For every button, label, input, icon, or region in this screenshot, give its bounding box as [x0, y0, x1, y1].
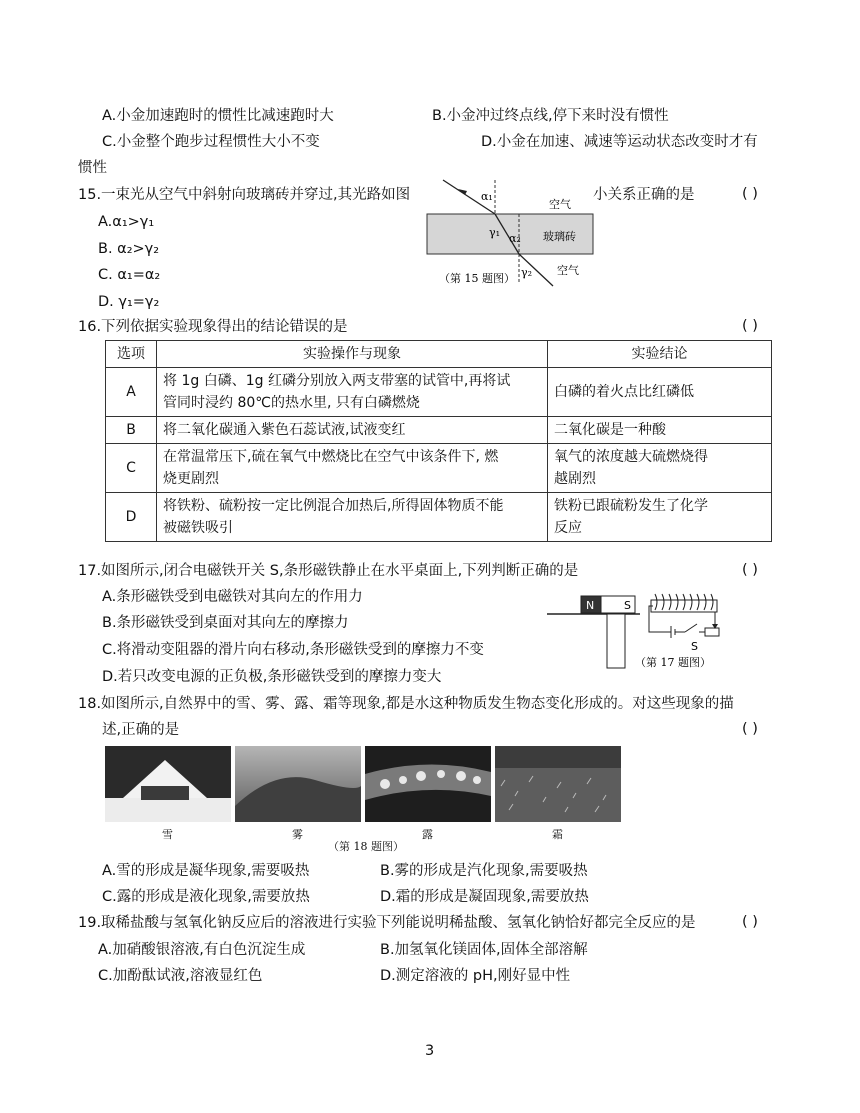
q15-option-b: B. α₂>γ₂ [98, 241, 160, 257]
table-header-row [106, 341, 772, 368]
row-option: D [106, 493, 157, 542]
header-operation: 实验操作与现象 [157, 341, 548, 368]
q17-option-c: C.将滑动变阻器的滑片向右移动,条形磁铁受到的摩擦力不变 [102, 642, 484, 658]
row-operation: 在常温常压下,硫在氧气中燃烧比在空气中该条件下, 燃 烧更剧烈 [157, 444, 548, 493]
q17-stem: 17.如图所示,闭合电磁铁开关 S,条形磁铁静止在水平桌面上,下列判断正确的是 [78, 563, 579, 579]
q18-answer-paren: ( ) [742, 721, 758, 737]
photo-dew [365, 746, 491, 822]
q18-stem-line2: 述,正确的是 [102, 722, 180, 738]
row-operation: 将 1g 白磷、1g 红磷分别放入两支带塞的试管中,再将试 管同时浸约 80℃的热水里, 只有白磷燃烧 [157, 368, 548, 417]
q18-option-b: B.雾的形成是汽化现象,需要吸热 [380, 863, 588, 879]
q19-option-b: B.加氢氧化镁固体,固体全部溶解 [380, 942, 588, 958]
q15-answer-paren: ( ) [742, 186, 758, 202]
q19-option-d: D.测定溶液的 pH,刚好显中性 [380, 968, 571, 984]
label-alpha1: α₁ [481, 190, 493, 203]
row-conclusion: 白磷的着火点比红磷低 [548, 368, 772, 417]
table-row [106, 417, 772, 444]
q14-option-a: A.小金加速跑时的惯性比减速跑时大 [102, 108, 334, 124]
row-operation: 将二氧化碳通入紫色石蕊试液,试液变红 [157, 417, 548, 444]
q15-option-d: D. γ₁=γ₂ [98, 294, 160, 310]
q14-option-d: D.小金在加速、减速等运动状态改变时才有 [481, 134, 758, 150]
q17-figure-caption: （第 17 题图） [635, 656, 711, 669]
table-row [106, 444, 772, 493]
table-leg [607, 614, 625, 668]
photo-label: 雪 [162, 828, 173, 841]
table-row [106, 368, 772, 417]
q17-option-b: B.条形磁铁受到桌面对其向左的摩擦力 [102, 615, 349, 631]
q16-experiment-table [105, 340, 772, 542]
label-switch: S [691, 640, 698, 653]
q18-option-a: A.雪的形成是凝华现象,需要吸热 [102, 863, 310, 879]
q19-stem: 19.取稀盐酸与氢氧化钠反应后的溶液进行实验下列能说明稀盐酸、氢氧化钠恰好都完全反应的是 [78, 915, 696, 931]
q19-option-a: A.加硝酸银溶液,有白色沉淀生成 [98, 942, 306, 958]
q15-stem-tail: 小关系正确的是 [593, 187, 695, 203]
label-air-top: 空气 [549, 198, 571, 211]
q17-electromagnet-figure [545, 588, 730, 670]
q14-option-d-cont: 惯性 [78, 160, 107, 176]
row-conclusion: 二氧化碳是一种酸 [548, 417, 772, 444]
q17-option-a: A.条形磁铁受到电磁铁对其向左的作用力 [102, 589, 363, 605]
label-gamma1: γ₁ [489, 226, 500, 239]
row-conclusion: 氧气的浓度越大硫燃烧得 越剧烈 [548, 444, 772, 493]
label-n: N [586, 599, 595, 612]
photo-label: 露 [422, 828, 433, 841]
row-operation: 将铁粉、硫粉按一定比例混合加热后,所得固体物质不能 被磁铁吸引 [157, 493, 548, 542]
label-alpha2: α₂ [509, 232, 521, 245]
q15-option-c: C. α₁=α₂ [98, 267, 161, 283]
row-conclusion: 铁粉已跟硫粉发生了化学 反应 [548, 493, 772, 542]
q19-answer-paren: ( ) [742, 914, 758, 930]
q19-option-c: C.加酚酞试液,溶液显红色 [98, 968, 263, 984]
q18-option-c: C.露的形成是液化现象,需要放热 [102, 889, 310, 905]
row-option: B [106, 417, 157, 444]
table-row [106, 493, 772, 542]
page-number: 3 [425, 1043, 435, 1059]
q18-stem-line1: 18.如图所示,自然界中的雪、雾、露、霜等现象,都是水这种物质发生物态变化形成的。对这些现象的描 [78, 696, 734, 712]
q18-option-d: D.霜的形成是凝固现象,需要放热 [380, 889, 589, 905]
header-conclusion: 实验结论 [548, 341, 772, 368]
switch-blade [685, 624, 697, 632]
photo-label: 雾 [292, 828, 303, 841]
row-option: C [106, 444, 157, 493]
q15-option-a: A.α₁>γ₁ [98, 214, 155, 230]
q16-stem: 16.下列依据实验现象得出的结论错误的是 [78, 319, 348, 335]
q17-option-d: D.若只改变电源的正负极,条形磁铁受到的摩擦力变大 [102, 669, 442, 685]
photo-snow [105, 746, 231, 822]
label-gamma2: γ₂ [521, 266, 532, 279]
label-air-bottom: 空气 [557, 264, 579, 277]
q14-option-b: B.小金冲过终点线,停下来时没有惯性 [432, 108, 669, 124]
q17-answer-paren: ( ) [742, 562, 758, 578]
label-s: S [624, 599, 631, 612]
photo-fog [235, 746, 361, 822]
q16-answer-paren: ( ) [742, 318, 758, 334]
header-option: 选项 [106, 341, 157, 368]
q14-option-c: C.小金整个跑步过程惯性大小不变 [102, 134, 320, 150]
photo-frost [495, 746, 621, 822]
row-option: A [106, 368, 157, 417]
label-glass: 玻璃砖 [543, 230, 576, 243]
q15-stem: 15.一束光从空气中斜射向玻璃砖并穿过,其光路如图 [78, 187, 411, 203]
rheostat [705, 628, 719, 636]
q18-figure-caption: （第 18 题图） [328, 840, 404, 853]
q15-light-path-figure [425, 178, 597, 290]
q15-figure-caption: （第 15 题图） [439, 272, 515, 285]
photo-label: 霜 [552, 828, 563, 841]
